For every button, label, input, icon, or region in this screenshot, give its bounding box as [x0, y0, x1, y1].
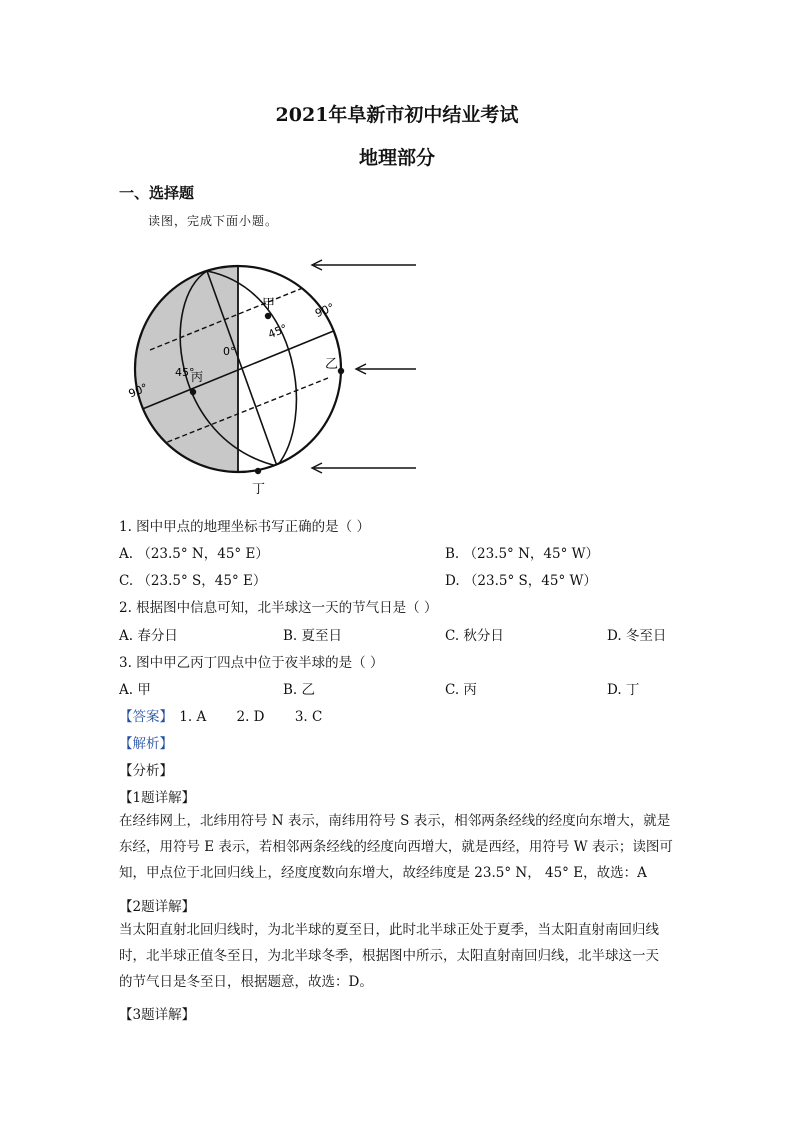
question-3-option-b: B. 乙: [283, 682, 316, 698]
label-bing: 丙: [191, 370, 204, 384]
q2-detail-line: 的节气日是冬至日，根据题意，故选：D。: [119, 974, 373, 990]
q1-detail-body: [119, 808, 679, 886]
label-jia: 甲: [262, 297, 276, 312]
answer-item-1: 1. A: [179, 709, 207, 725]
point-yi: [338, 368, 344, 374]
point-ding: [255, 468, 261, 474]
point-bing: [190, 389, 196, 395]
label-45-east: 45°: [266, 321, 290, 342]
q1-detail-label: 【1题详解】: [119, 790, 196, 806]
label-45-west: 45°: [175, 366, 195, 379]
question-1-option-a: A. （23.5° N，45° E）: [119, 546, 269, 562]
fenxi-label: 【分析】: [119, 763, 173, 779]
label-ding: 丁: [252, 482, 266, 497]
question-2-option-b: B. 夏至日: [283, 628, 343, 644]
question-3-option-a: A. 甲: [119, 682, 151, 698]
question-1-option-c: C. （23.5° S，45° E）: [119, 573, 267, 589]
question-3-option-d: D. 丁: [607, 682, 640, 698]
q1-detail-line: 知，甲点位于北回归线上，经度度数向东增大，故经纬度是 23.5° N， 45° E，故选：A: [119, 865, 647, 881]
instruction-text: 读图，完成下面小题。: [148, 214, 279, 228]
point-jia: [265, 313, 271, 319]
jiexi-label: 【解析】: [119, 736, 173, 752]
answer-item-3: 3. C: [294, 709, 323, 725]
question-2-option-d: D. 冬至日: [607, 628, 667, 644]
q2-detail-label: 【2题详解】: [119, 899, 196, 915]
q2-detail-line: 当太阳直射北回归线时，为北半球的夏至日，此时北半球正处于夏季，当太阳直射南回归线: [119, 922, 659, 938]
label-0-meridian: 0°: [223, 345, 236, 358]
earth-illumination-diagram: [120, 240, 430, 500]
question-2-option-c: C. 秋分日: [445, 628, 504, 644]
section-heading: 一、选择题: [119, 184, 195, 202]
exam-title: 2021年阜新市初中结业考试: [275, 104, 519, 126]
q1-detail-line: 东经，用符号 E 表示，若相邻两条经线的经度向西增大，就是西经，用符号 W 表示；读图可: [119, 839, 673, 855]
exam-subtitle: 地理部分: [358, 147, 435, 169]
answer-label: 【答案】: [119, 709, 173, 725]
label-90-west: 90°: [126, 381, 150, 401]
question-3-stem: 3. 图中甲乙丙丁四点中位于夜半球的是（ ）: [119, 655, 384, 671]
question-1-option-b: B. （23.5° N，45° W）: [445, 546, 600, 562]
label-yi: 乙: [325, 357, 339, 372]
q2-detail-body: [119, 917, 679, 995]
q2-detail-line: 时，北半球正值冬至日，为北半球冬季，根据图中所示，太阳直射南回归线，北半球这一天: [119, 948, 659, 964]
q1-detail-line: 在经纬网上，北纬用符号 N 表示，南纬用符号 S 表示，相邻两条经线的经度向东增大，就是: [119, 813, 671, 829]
label-90-east: 90°: [313, 300, 337, 321]
question-3-option-c: C. 丙: [445, 682, 477, 698]
question-1-option-d: D. （23.5° S，45° W）: [445, 573, 597, 589]
question-2-option-a: A. 春分日: [119, 628, 178, 644]
question-2-stem: 2. 根据图中信息可知，北半球这一天的节气日是（ ）: [119, 600, 438, 616]
answer-row: [119, 705, 322, 725]
answer-item-2: 2. D: [236, 709, 265, 725]
q3-detail-label: 【3题详解】: [119, 1007, 196, 1023]
question-1-stem: 1. 图中甲点的地理坐标书写正确的是（ ）: [119, 519, 370, 535]
